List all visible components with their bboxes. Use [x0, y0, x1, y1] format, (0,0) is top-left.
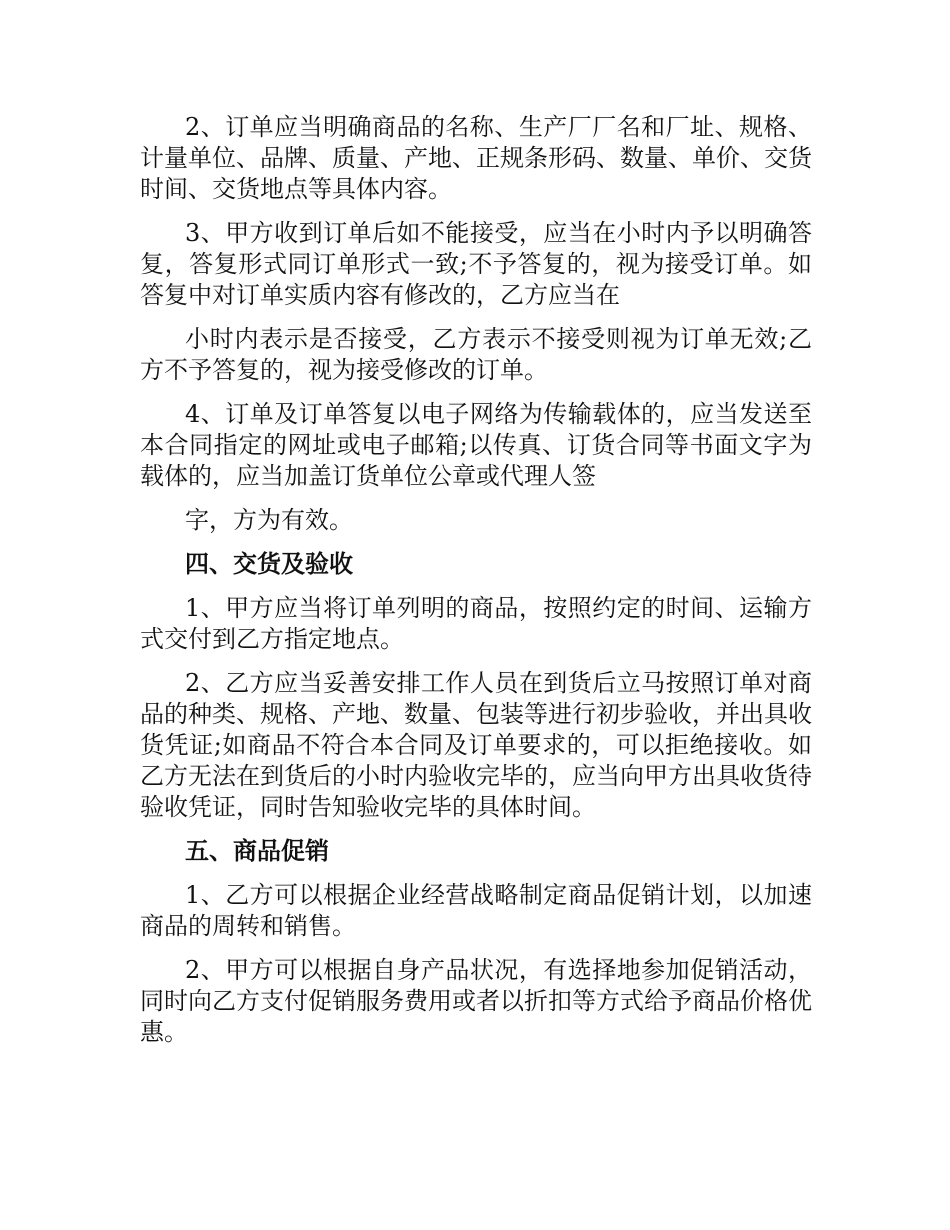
- paragraph-order-content: 2、订单应当明确商品的名称、生产厂厂名和厂址、规格、计量单位、品牌、质量、产地、正规条形码、数量、单价、交货时间、交货地点等具体内容。: [140, 113, 812, 203]
- paragraph-promotion-participation: 2、甲方可以根据自身产品状况，有选择地参加促销活动，同时向乙方支付促销服务费用或者以折扣等方式给予商品价格优惠。: [140, 956, 812, 1046]
- section-heading-promotion: 五、商品促销: [185, 837, 329, 865]
- document-body: [140, 112, 812, 1061]
- section-heading-delivery: 四、交货及验收: [185, 550, 353, 578]
- paragraph-promotion-plan: 1、乙方可以根据企业经营战略制定商品促销计划，以加速商品的周转和销售。: [140, 881, 812, 940]
- paragraph-order-validity: 字，方为有效。: [185, 506, 353, 534]
- paragraph-order-modification: 小时内表示是否接受，乙方表示不接受则视为订单无效;乙方不予答复的，视为接受修改的订单。: [140, 325, 812, 384]
- paragraph-order-carrier: 4、订单及订单答复以电子网络为传输载体的，应当发送至本合同指定的网址或电子邮箱;以传真、订货合同等书面文字为载体的，应当加盖订货单位公章或代理人签: [140, 400, 812, 490]
- paragraph-acceptance: 2、乙方应当妥善安排工作人员在到货后立马按照订单对商品的种类、规格、产地、数量、包装等进行初步验收，并出具收货凭证;如商品不符合本合同及订单要求的，可以拒绝接收。如乙方无法在到货后的小时内验收完毕的，应当向甲方出具收货待验收凭证，同时告知验收完毕的具体时间。: [140, 669, 812, 821]
- paragraph-delivery-method: 1、甲方应当将订单列明的商品，按照约定的时间、运输方式交付到乙方指定地点。: [140, 594, 812, 653]
- paragraph-order-reply: 3、甲方收到订单后如不能接受，应当在小时内予以明确答复，答复形式同订单形式一致;不予答复的，视为接受订单。如答复中对订单实质内容有修改的，乙方应当在: [140, 219, 812, 309]
